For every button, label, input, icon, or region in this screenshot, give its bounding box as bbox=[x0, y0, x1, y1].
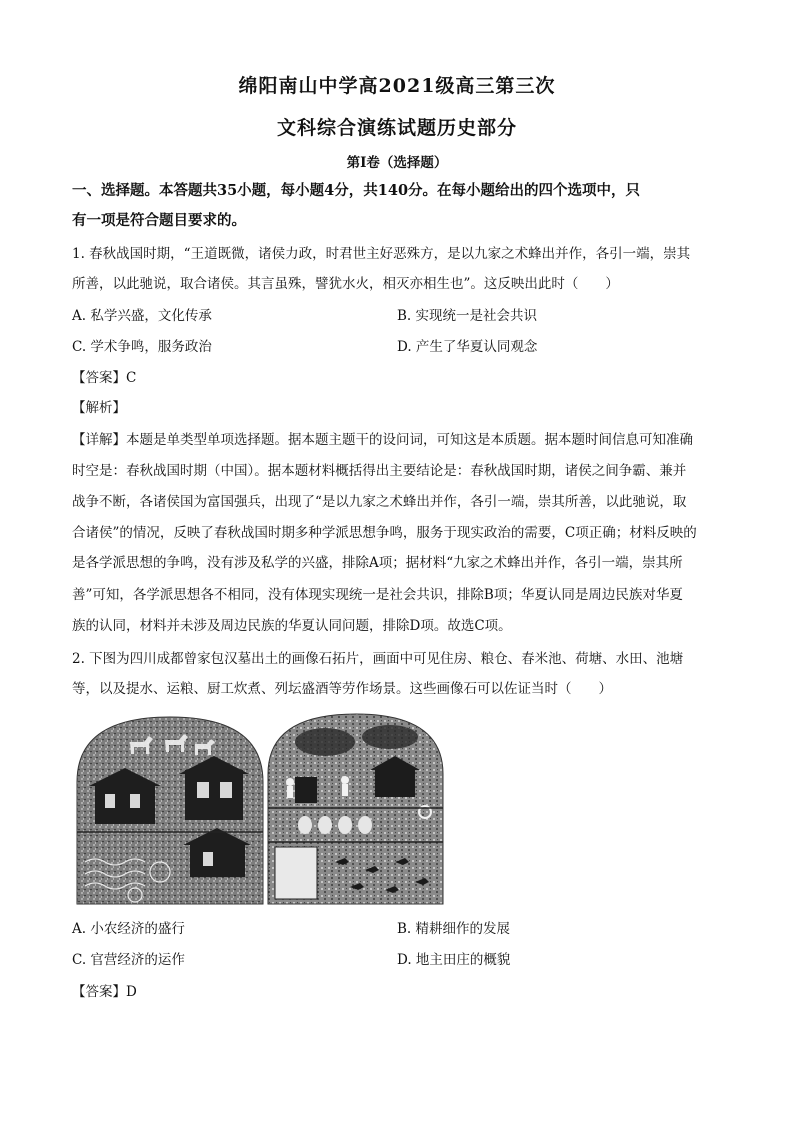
q1-detail-line-5: 是各学派思想的争鸣，没有涉及私学的兴盛，排除A项；据材料“九家之术蜂出并作，各引一端，崇其所 bbox=[72, 555, 683, 571]
q1-option-d: D. 产生了华夏认同观念 bbox=[397, 339, 538, 355]
q1-option-c: C. 学术争鸣，服务政治 bbox=[72, 339, 212, 355]
q2-option-c: C. 官营经济的运作 bbox=[72, 952, 185, 968]
q2-stem-line-1: 2. 下图为四川成都曾家包汉墓出土的画像石拓片，画面中可见住房、粮仓、春米池、荷塘、水田、池塘 bbox=[72, 651, 684, 667]
q1-detail-line-4: 合诸侯”的情况，反映了春秋战国时期多种学派思想争鸣，服务于现实政治的需要，C项正确；材料反映的 bbox=[72, 525, 697, 541]
q1-option-a: A. 私学兴盛，文化传承 bbox=[72, 308, 212, 324]
q1-stem-line-1: 1. 春秋战国时期，“王道既微，诸侯力政，时君世主好恶殊方，是以九家之术蜂出并作，各引一端，崇其 bbox=[72, 246, 691, 262]
q2-answer: 【答案】D bbox=[72, 984, 137, 1000]
section-title: 第Ⅰ卷（选择题） bbox=[346, 155, 448, 171]
left-rubbing-image bbox=[77, 717, 263, 904]
q2-stem-line-2: 等，以及提水、运粮、厨工炊煮、列坛盛酒等劳作场景。这些画像石可以佐证当时（ ） bbox=[72, 681, 612, 697]
q1-detail-line-2: 时空是：春秋战国时期（中国）。据本题材料概括得出主要结论是：春秋战国时期，诸侯之间争霸、兼并 bbox=[72, 463, 687, 479]
instructions-line-2: 有一项是符合题目要求的。 bbox=[72, 212, 246, 229]
instructions-line-1: 一、选择题。本答题共35小题，每小题4分，共140分。在每小题给出的四个选项中，只 bbox=[72, 182, 641, 199]
q1-detail-line-1: 【详解】本题是单类型单项选择题。据本题主题干的设问词，可知这是本质题。据本题时间信息可知准确 bbox=[72, 432, 693, 448]
q1-answer: 【答案】C bbox=[72, 370, 137, 386]
q1-stem-line-2: 所善，以此驰说，取合诸侯。其言虽殊，譬犹水火，相灭亦相生也”。这反映出此时（ ） bbox=[72, 276, 619, 292]
q2-option-b: B. 精耕细作的发展 bbox=[397, 921, 511, 937]
q2-option-d: D. 地主田庄的概貌 bbox=[397, 952, 511, 968]
q1-detail-line-6: 善”可知，各学派思想各不相同，没有体现实现统一是社会共识，排除B项；华夏认同是周边民族对华夏 bbox=[72, 587, 683, 603]
q1-option-b: B. 实现统一是社会共识 bbox=[397, 308, 538, 324]
q1-detail-line-7: 族的认同，材料并未涉及周边民族的华夏认同问题，排除D项。故选C项。 bbox=[72, 618, 512, 634]
q1-analysis-label: 【解析】 bbox=[72, 400, 126, 416]
exam-title: 绵阳南山中学高2021级高三第三次 bbox=[238, 75, 556, 97]
q1-detail-line-3: 战争不断，各诸侯国为富国强兵，出现了“是以九家之术蜂出并作，各引一端，崇其所善，以此驰说，取 bbox=[72, 494, 687, 510]
exam-subtitle: 文科综合演练试题历史部分 bbox=[276, 117, 517, 139]
q2-option-a: A. 小农经济的盛行 bbox=[72, 921, 185, 937]
han-stone-rubbing-figure bbox=[75, 712, 445, 911]
right-rubbing-image bbox=[268, 714, 443, 904]
